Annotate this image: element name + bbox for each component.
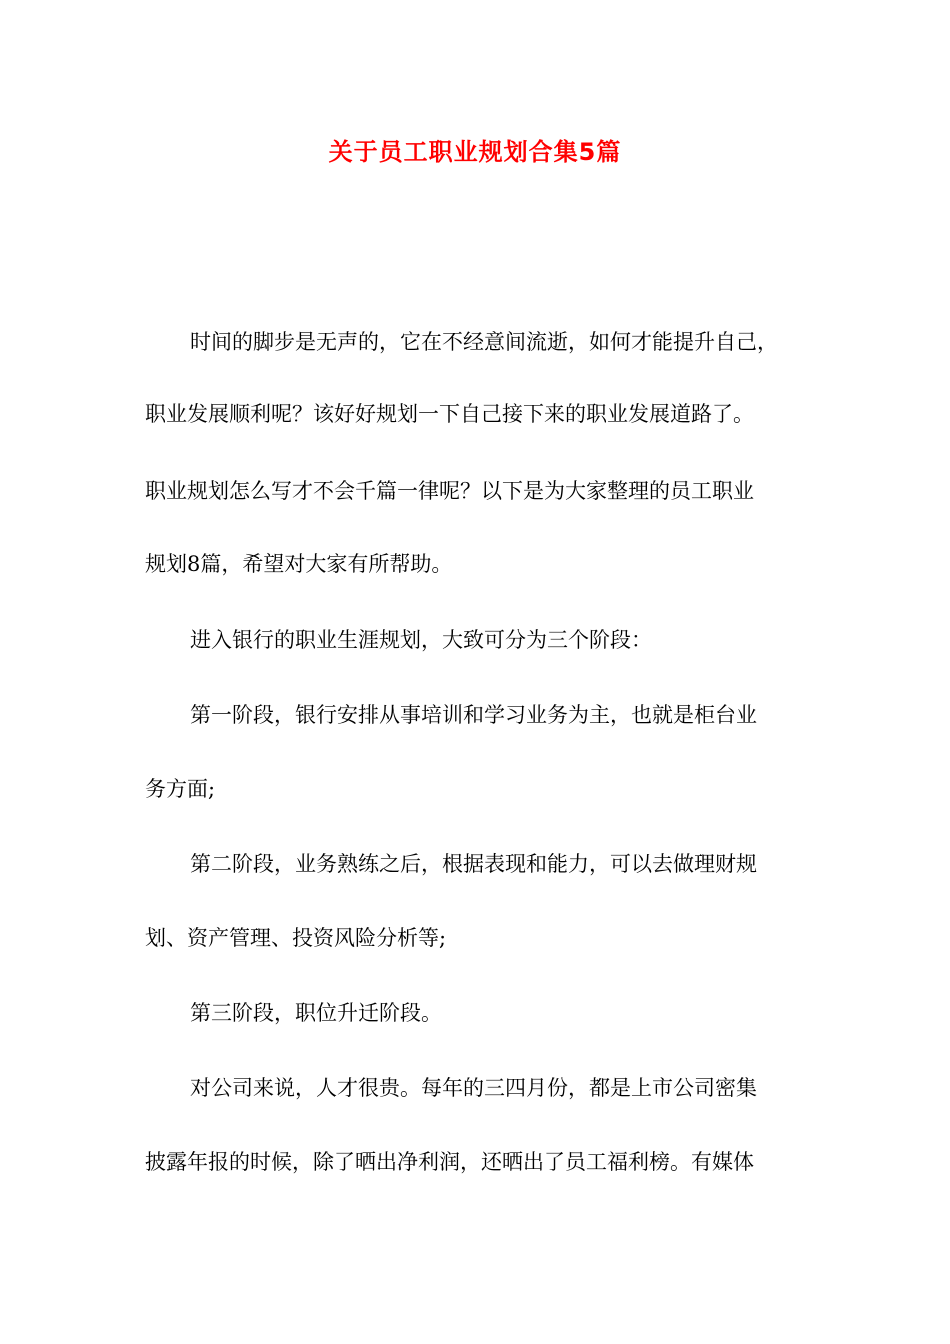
paragraph-line: 划、资产管理、投资风险分析等; <box>145 926 447 950</box>
paragraph-line: 第二阶段，业务熟练之后，根据表现和能力，可以去做理财规 <box>190 852 757 876</box>
paragraph-line: 第一阶段，银行安排从事培训和学习业务为主，也就是柜台业 <box>190 703 757 727</box>
paragraph-line: 对公司来说，人才很贵。每年的三四月份，都是上市公司密集 <box>190 1076 757 1100</box>
paragraph-line: 披露年报的时候，除了晒出净利润，还晒出了员工福利榜。有媒体 <box>145 1150 754 1174</box>
paragraph-line: 时间的脚步是无声的，它在不经意间流逝，如何才能提升自己， <box>190 330 778 354</box>
paragraph-line: 规划8篇，希望对大家有所帮助。 <box>145 552 453 576</box>
paragraph-line: 进入银行的职业生涯规划，大致可分为三个阶段： <box>190 628 652 652</box>
paragraph-line: 第三阶段，职位升迁阶段。 <box>190 1001 442 1025</box>
paragraph-line: 务方面; <box>145 777 216 801</box>
paragraph-line: 职业发展顺利呢？该好好规划一下自己接下来的职业发展道路了。 <box>145 402 754 426</box>
paragraph-line: 职业规划怎么写才不会千篇一律呢？以下是为大家整理的员工职业 <box>145 479 754 503</box>
document-title: 关于员工职业规划合集5篇 <box>328 138 622 166</box>
